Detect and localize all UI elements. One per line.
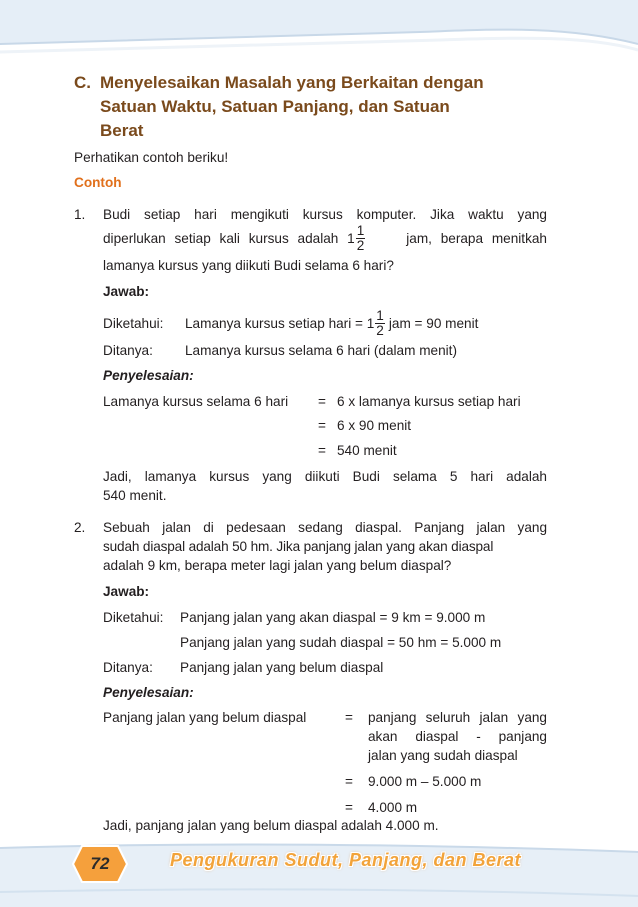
problem-1-line-1: Budi setiap hari mengikuti kursus komputer. Jika waktu yang xyxy=(103,207,547,222)
fraction-numerator: 1 xyxy=(356,223,365,238)
problem-2-step-2-text: 9.000 m – 5.000 m xyxy=(368,774,482,789)
problem-1-step-2-eq: = xyxy=(318,418,326,433)
problem-2-diketahui-1: Panjang jalan yang akan diaspal = 9 km = 9.000 m xyxy=(180,610,486,625)
section-title-line-3: Berat xyxy=(100,121,144,140)
problem-2-line-2: sudah diaspal adalah 50 hm. Jika panjang jalan yang akan diaspal xyxy=(103,539,494,554)
problem-1-step-2-text: 6 x 90 menit xyxy=(337,418,412,433)
section-letter: C. xyxy=(74,73,91,92)
problem-2-ditanya-label: Ditanya: xyxy=(103,660,153,675)
fraction-numerator: 1 xyxy=(376,307,384,323)
problem-1-step-3-text: 540 menit xyxy=(337,443,397,458)
problem-1-ditanya-label: Ditanya: xyxy=(103,343,153,358)
problem-1-diketahui-pre: Lamanya kursus setiap hari = 1 xyxy=(185,315,375,331)
problem-1-solve-left: Lamanya kursus selama 6 hari xyxy=(103,394,289,409)
problem-2-jawab: Jawab: xyxy=(103,584,150,599)
problem-2-step-2-eq: = xyxy=(345,774,353,789)
contoh-label: Contoh xyxy=(74,175,122,190)
fraction-denominator: 2 xyxy=(356,238,365,253)
problem-2-line-1: Sebuah jalan di pedesaan sedang diaspal. Panjang jalan yang xyxy=(103,520,547,535)
problem-1-line-2 xyxy=(103,224,547,253)
header-band xyxy=(0,0,638,58)
problem-1-step-1-eq: = xyxy=(318,394,326,409)
problem-2-penyelesaian: Penyelesaian: xyxy=(103,685,194,700)
problem-1-conclusion-2: 540 menit. xyxy=(103,488,167,503)
problem-2-ditanya-text: Panjang jalan yang belum diaspal xyxy=(180,660,384,675)
problem-2-number: 2. xyxy=(74,520,86,535)
problem-2-diketahui-2: Panjang jalan yang sudah diaspal = 50 hm = 5.000 m xyxy=(180,635,502,650)
problem-1-jawab: Jawab: xyxy=(103,284,150,299)
problem-2-step-3-eq: = xyxy=(345,800,353,815)
problem-1-ditanya-text: Lamanya kursus selama 6 hari (dalam menit) xyxy=(185,343,457,358)
problem-1-diketahui xyxy=(185,304,478,342)
problem-1-line-3: lamanya kursus yang diikuti Budi selama 6 hari? xyxy=(103,258,394,273)
problem-2-step-1-line-3: jalan yang sudah diaspal xyxy=(368,748,518,763)
problem-2-conclusion: Jadi, panjang jalan yang belum diaspal adalah 4.000 m. xyxy=(103,818,439,833)
section-title-line-2: Satuan Waktu, Satuan Panjang, dan Satuan xyxy=(100,97,450,116)
problem-1-conclusion-1: Jadi, lamanya kursus yang diikuti Budi selama 5 hari adalah xyxy=(103,469,547,484)
problem-2-step-1-line-2: akan diaspal - panjang xyxy=(368,729,547,744)
fraction-denominator: 2 xyxy=(376,322,384,338)
problem-1-step-1-text: 6 x lamanya kursus setiap hari xyxy=(337,394,521,409)
problem-1-diketahui-label: Diketahui: xyxy=(103,316,164,331)
problem-1-step-3-eq: = xyxy=(318,443,326,458)
fraction-one-half xyxy=(356,224,366,253)
page-number: 72 xyxy=(90,854,110,873)
problem-1-penyelesaian: Penyelesaian: xyxy=(103,368,194,383)
problem-2-step-1-eq: = xyxy=(345,710,353,725)
intro-text: Perhatikan contoh beriku! xyxy=(74,150,229,165)
footer-title: Pengukuran Sudut, Panjang, dan Berat xyxy=(170,850,522,870)
problem-1-line-2-post: jam, berapa menitkah xyxy=(406,231,547,246)
problem-2-diketahui-label: Diketahui: xyxy=(103,610,164,625)
problem-2-step-1-line-1: panjang seluruh jalan yang xyxy=(368,710,547,725)
fraction-one-half-diketahui xyxy=(375,309,385,338)
section-title-line-1: Menyelesaikan Masalah yang Berkaitan dengan xyxy=(100,73,484,92)
problem-2-solve-left: Panjang jalan yang belum diaspal xyxy=(103,710,307,725)
problem-1-number: 1. xyxy=(74,207,86,222)
problem-1-diketahui-post: jam = 90 menit xyxy=(388,315,479,331)
problem-2-step-3-text: 4.000 m xyxy=(368,800,418,815)
problem-1-line-2-pre: diperlukan setiap kali kursus adalah 1 xyxy=(103,231,355,246)
problem-2-line-3: adalah 9 km, berapa meter lagi jalan yang belum diaspal? xyxy=(103,558,452,573)
